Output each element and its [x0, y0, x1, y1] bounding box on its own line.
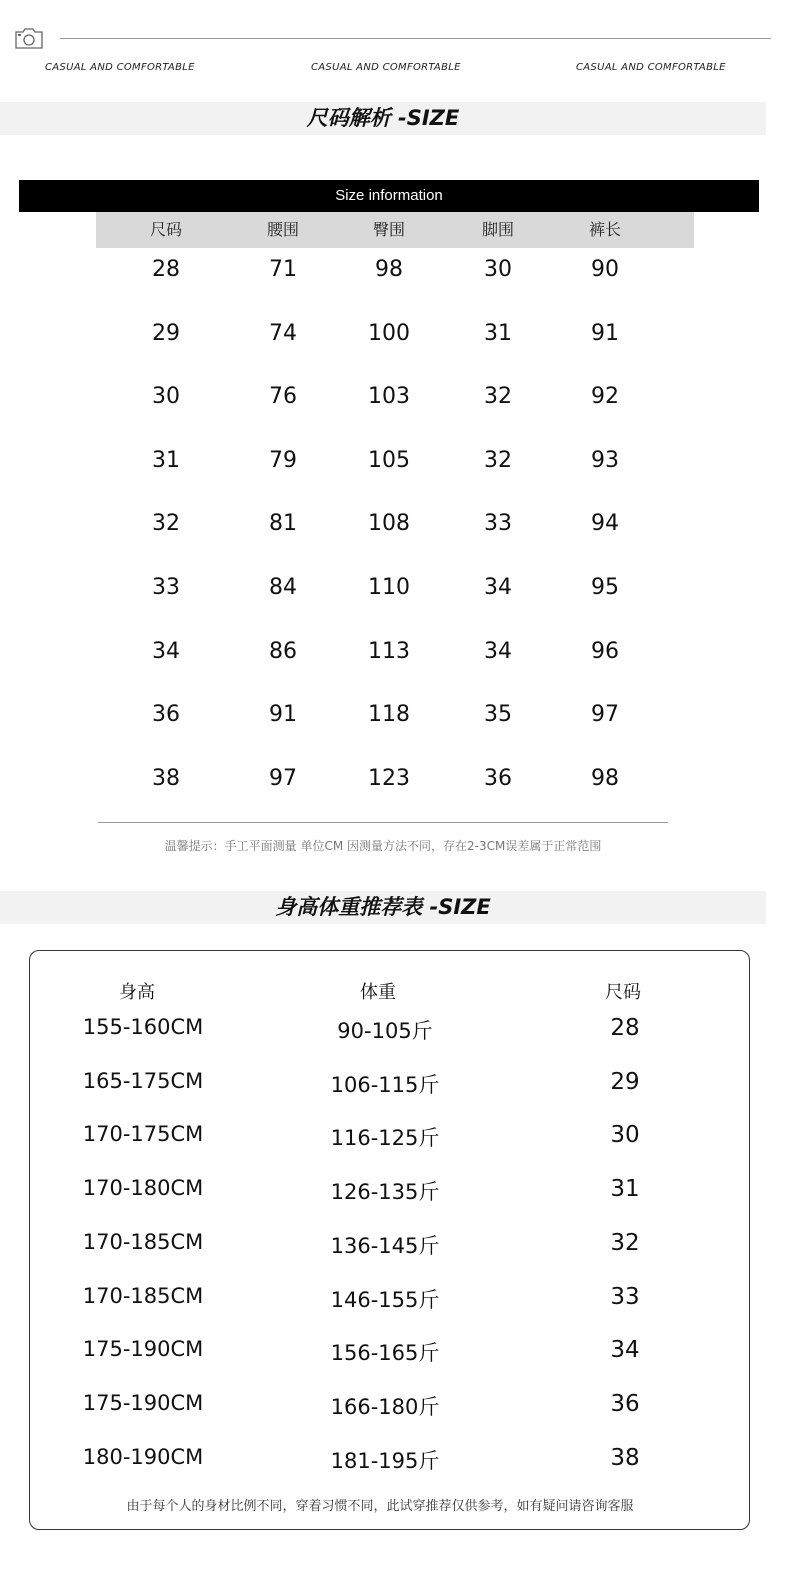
rec-cell-weight: 90-105斤	[337, 1019, 433, 1043]
size-cell-hip: 108	[368, 511, 410, 537]
size-table-divider	[98, 822, 668, 823]
rec-cell-size: 31	[610, 1176, 640, 1203]
rec-cell-weight: 136-145斤	[330, 1233, 440, 1258]
size-cell-hip: 100	[368, 320, 410, 346]
rec-cell-weight: 116-125斤	[330, 1126, 440, 1151]
rec-cell-size: 38	[610, 1444, 640, 1471]
rec-cell-height: 165-175CM	[82, 1068, 204, 1093]
tagline-1: CASUAL AND COMFORTABLE	[45, 62, 195, 73]
rec-cell-size: 36	[610, 1390, 640, 1417]
size-cell-waist: 81	[269, 511, 297, 537]
size-header-size: 尺码	[149, 220, 183, 239]
size-cell-waist: 76	[269, 384, 297, 410]
size-cell-waist: 74	[269, 320, 297, 346]
top-divider-line	[60, 38, 771, 39]
size-cell-size: 31	[152, 447, 180, 473]
rec-cell-height: 170-185CM	[82, 1229, 204, 1254]
rec-cell-height: 175-190CM	[82, 1390, 204, 1415]
rec-cell-weight: 146-155斤	[330, 1287, 440, 1312]
size-cell-waist: 84	[269, 575, 297, 600]
rec-cell-height: 170-185CM	[82, 1283, 204, 1308]
size-cell-length: 94	[591, 511, 619, 537]
rec-header-weight: 体重	[360, 982, 396, 1003]
size-cell-size: 30	[152, 384, 180, 410]
size-cell-hip: 98	[375, 257, 403, 282]
size-cell-size: 38	[152, 765, 180, 791]
size-cell-size: 28	[152, 257, 180, 282]
rec-cell-size: 28	[610, 1015, 640, 1041]
size-cell-length: 98	[591, 765, 619, 791]
rec-cell-height: 180-190CM	[82, 1444, 204, 1469]
size-cell-hip: 103	[368, 384, 410, 410]
size-cell-length: 93	[591, 447, 619, 473]
rec-cell-weight: 106-115斤	[330, 1072, 440, 1097]
size-cell-hem: 36	[484, 765, 512, 791]
size-cell-waist: 79	[269, 447, 297, 473]
rec-cell-size: 34	[610, 1337, 640, 1364]
recommendation-note: 由于每个人的身材比例不同，穿着习惯不同，此试穿推荐仅供参考，如有疑问请咨询客服	[126, 1499, 634, 1514]
rec-header-size: 尺码	[605, 982, 641, 1003]
size-cell-hem: 35	[484, 702, 512, 728]
size-cell-length: 91	[591, 320, 619, 346]
size-cell-hem: 34	[484, 638, 512, 664]
rec-cell-size: 33	[610, 1283, 640, 1310]
size-cell-size: 36	[152, 702, 180, 728]
size-cell-size: 33	[152, 575, 180, 600]
size-cell-size: 34	[152, 638, 180, 664]
rec-cell-height: 170-180CM	[82, 1176, 204, 1201]
size-cell-size: 29	[152, 320, 180, 346]
rec-cell-weight: 166-180斤	[330, 1394, 440, 1419]
rec-cell-height: 170-175CM	[82, 1122, 204, 1147]
size-cell-hem: 33	[484, 511, 512, 537]
size-header-waist: 腰围	[266, 220, 300, 239]
section2-title: 身高体重推荐表 -SIZE	[275, 895, 491, 919]
size-cell-waist: 86	[269, 638, 297, 664]
rec-cell-weight: 181-195斤	[330, 1448, 440, 1473]
size-cell-hip: 105	[368, 447, 410, 473]
rec-cell-height: 155-160CM	[82, 1015, 204, 1039]
rec-cell-weight: 126-135斤	[330, 1180, 440, 1205]
size-cell-hem: 32	[484, 447, 512, 473]
size-cell-length: 95	[591, 575, 619, 600]
size-header-hem: 脚围	[481, 220, 515, 239]
size-cell-hem: 31	[484, 320, 512, 346]
size-cell-size: 32	[152, 511, 180, 537]
size-cell-waist: 71	[269, 257, 297, 282]
rec-header-height: 身高	[119, 982, 155, 1003]
size-cell-hip: 110	[368, 575, 410, 600]
size-cell-waist: 97	[269, 765, 297, 791]
size-header-hip: 臀围	[372, 220, 406, 239]
section1-title: 尺码解析 -SIZE	[306, 106, 460, 130]
size-cell-length: 90	[591, 257, 619, 282]
size-cell-length: 97	[591, 702, 619, 728]
size-cell-hip: 113	[368, 638, 410, 664]
rec-cell-weight: 156-165斤	[330, 1341, 440, 1366]
size-cell-hem: 32	[484, 384, 512, 410]
size-cell-hip: 118	[368, 702, 410, 728]
rec-cell-height: 175-190CM	[82, 1337, 204, 1362]
size-cell-hip: 123	[368, 765, 410, 791]
camera-icon	[14, 26, 44, 50]
size-cell-hem: 34	[484, 575, 512, 600]
size-info-bar: Size information	[19, 180, 759, 212]
rec-cell-size: 29	[610, 1068, 640, 1095]
rec-cell-size: 32	[610, 1229, 640, 1256]
size-note: 温馨提示：手工平面测量 单位CM 因测量方法不同，存在2-3CM误差属于正常范围	[164, 839, 602, 853]
size-cell-hem: 30	[484, 257, 512, 282]
size-cell-waist: 91	[269, 702, 297, 728]
rec-cell-size: 30	[610, 1122, 640, 1149]
size-cell-length: 96	[591, 638, 619, 664]
tagline-3: CASUAL AND COMFORTABLE	[576, 62, 726, 73]
size-cell-length: 92	[591, 384, 619, 410]
size-header-length: 裤长	[588, 220, 622, 239]
tagline-2: CASUAL AND COMFORTABLE	[311, 62, 461, 73]
